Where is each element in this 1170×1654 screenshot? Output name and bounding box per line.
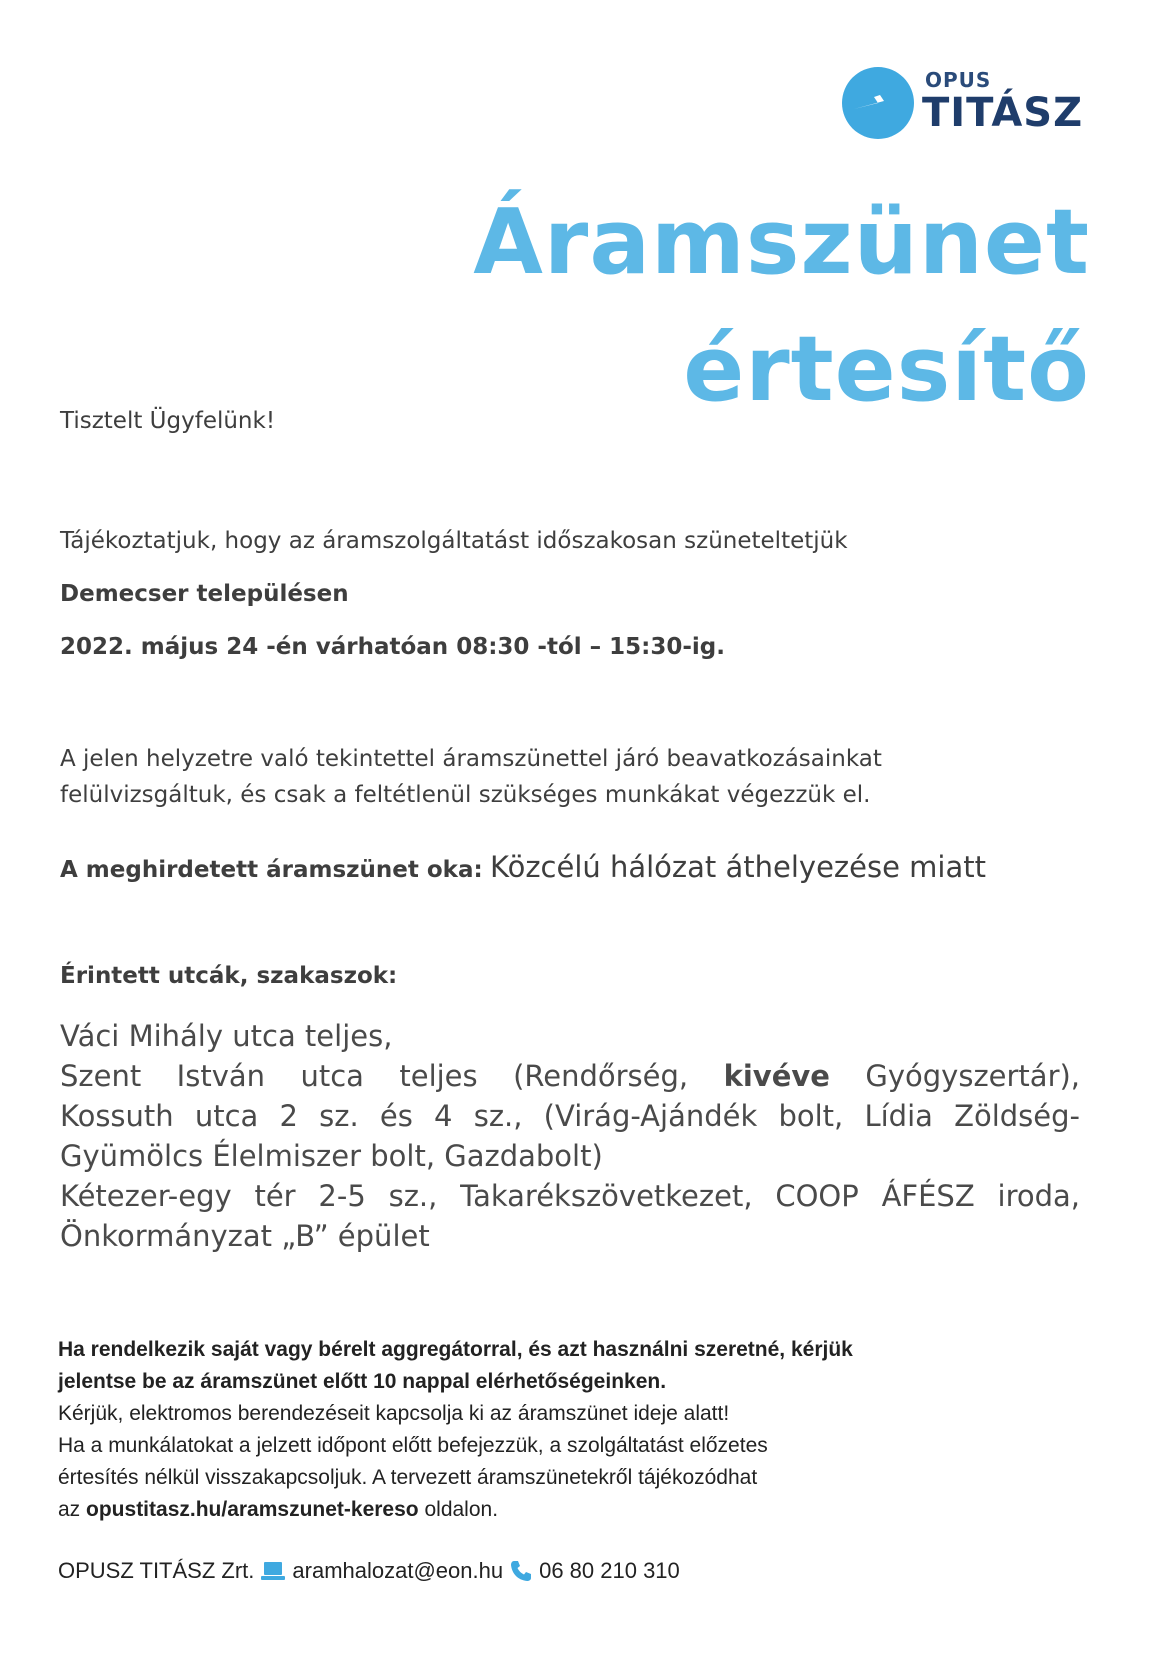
laptop-icon <box>260 1559 286 1583</box>
logo-mark-icon <box>840 65 916 141</box>
logo-text-titasz: TITÁSZ <box>922 90 1084 136</box>
street-text: Szent István utca teljes (Rendőrség, <box>60 1059 689 1093</box>
notice-paragraph <box>60 742 882 813</box>
street-line: Váci Mihály utca teljes, <box>60 1019 393 1053</box>
intro-text: Tájékoztatjuk, hogy az áramszolgáltatást időszakosan szüneteltetjük <box>60 528 848 554</box>
outage-search-link[interactable]: opustitasz.hu/aramszunet-kereso <box>86 1498 419 1521</box>
footer-text: oldalon. <box>424 1498 499 1521</box>
notice-line-1: A jelen helyzetre való tekintettel áramszünettel járó beavatkozásainkat <box>60 746 882 772</box>
street-line: Gyümölcs Élelmiszer bolt, Gazdabolt) <box>60 1139 603 1173</box>
footer-line: Ha a munkálatokat a jelzett időpont előtt befejezzük, a szolgáltatást előzetes <box>58 1434 768 1457</box>
contact-phone[interactable]: 06 80 210 310 <box>539 1558 680 1583</box>
company-logo <box>840 62 1100 144</box>
street-line: Kossuth utca 2 sz. és 4 sz., (Virág-Ajándék bolt, Lídia Zöldség- <box>60 1099 1080 1133</box>
street-text: Gyógyszertár), <box>865 1059 1081 1093</box>
street-line: Önkormányzat „B” épület <box>60 1219 430 1253</box>
footer-line <box>58 1494 853 1526</box>
location-text: Demecser településen <box>60 581 349 607</box>
street-line: Kétezer-egy tér 2-5 sz., Takarékszövetkezet, COOP ÁFÉSZ iroda, <box>60 1179 1080 1213</box>
footer-bold-line: Ha rendelkezik saját vagy bérelt aggregátorral, és azt használni szeretné, kérjük <box>58 1338 853 1361</box>
footer-line: Kérjük, elektromos berendezéseit kapcsolja ki az áramszünet ideje alatt! <box>58 1402 730 1425</box>
phone-icon <box>509 1559 533 1583</box>
reason-label: A meghirdetett áramszünet oka: <box>60 857 483 883</box>
notice-line-2: felülvizsgáltuk, és csak a feltétlenül szükséges munkákat végezzük el. <box>60 781 871 808</box>
title-line-2: értesítő <box>683 317 1090 422</box>
reason-line <box>60 850 986 884</box>
datetime-text: 2022. május 24 -én várhatóan 08:30 -tól – 15:30-ig. <box>60 634 725 660</box>
footer-notice <box>58 1334 853 1526</box>
footer-line: értesítés nélkül visszakapcsoljuk. A tervezett áramszünetekről tájékozódhat <box>58 1466 758 1489</box>
logo-text-opus: OPUS <box>925 68 992 92</box>
footer-text: az <box>58 1498 81 1521</box>
reason-value: Közcélú hálózat áthelyezése miatt <box>490 850 986 884</box>
title-line-1: Áramszünet <box>473 190 1090 295</box>
streets-list <box>60 1016 1080 1256</box>
streets-heading: Érintett utcák, szakaszok: <box>60 963 398 989</box>
greeting: Tisztelt Ügyfelünk! <box>60 408 276 434</box>
contact-email[interactable]: aramhalozat@eon.hu <box>292 1558 504 1583</box>
street-line <box>60 1056 1080 1096</box>
street-except: kivéve <box>723 1059 830 1093</box>
contact-line <box>58 1558 680 1584</box>
company-name: OPUSZ TITÁSZ Zrt. <box>58 1558 255 1583</box>
footer-bold-line: jelentse be az áramszünet előtt 10 nappal elérhetőségeinken. <box>58 1370 667 1393</box>
